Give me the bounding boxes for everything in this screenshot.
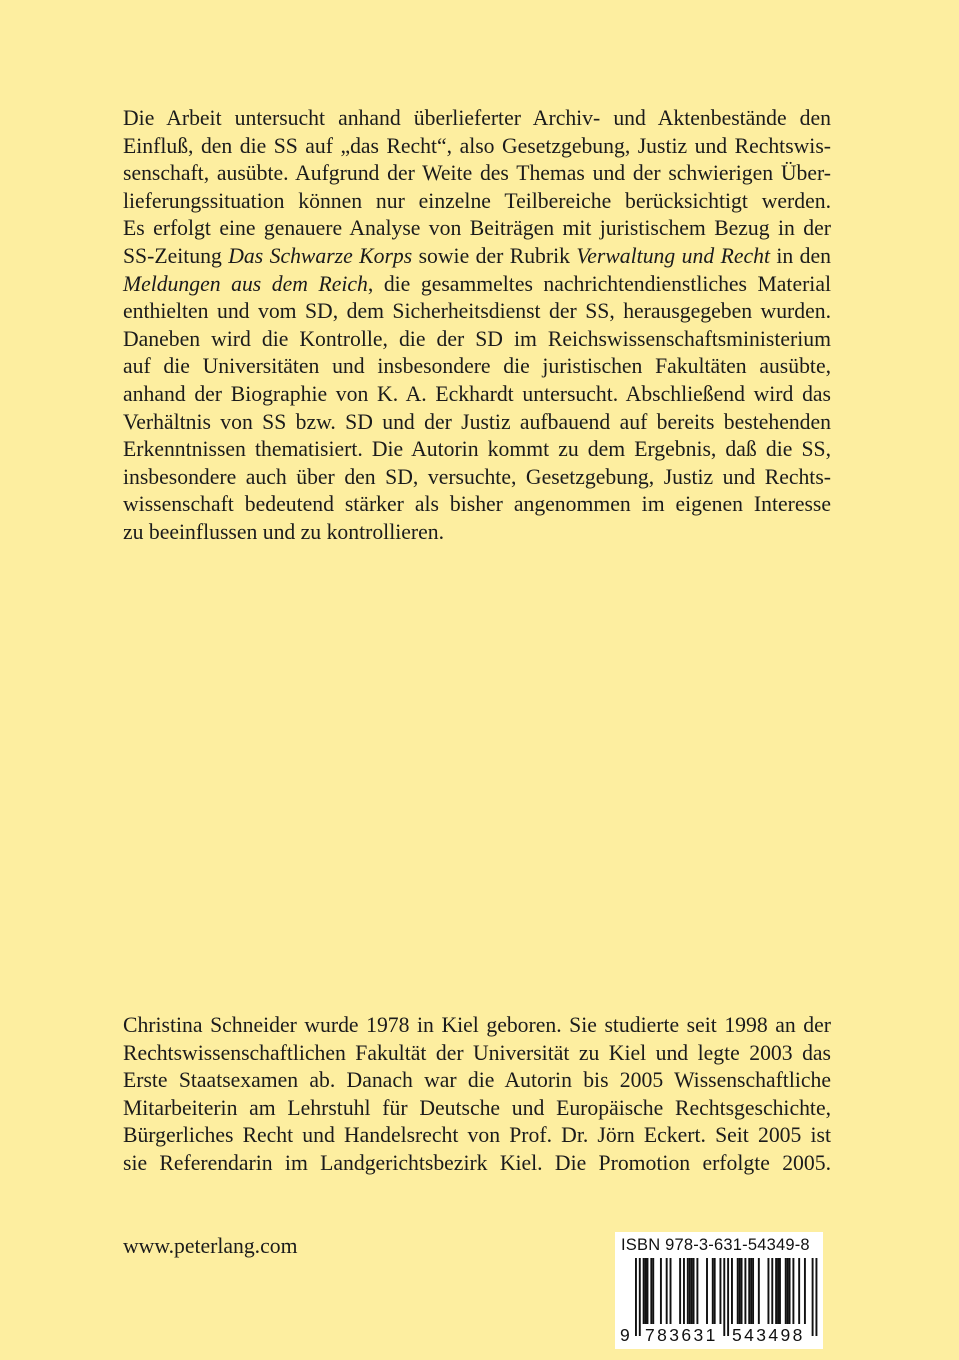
barcode-bar: [660, 1258, 662, 1324]
blurb-italic-title: Das Schwarze Korps: [228, 243, 413, 268]
barcode-bar: [652, 1258, 654, 1324]
barcode-guard-bar: [723, 1258, 725, 1336]
ean-first-digit: 9: [620, 1325, 633, 1345]
blurb-italic-title: Meldungen aus dem Reich: [123, 271, 368, 296]
barcode-bar: [744, 1258, 746, 1324]
blurb-line: [123, 133, 831, 161]
barcode-bar: [792, 1258, 794, 1324]
blurb-text-run: auf die Universitäten und insbesondere die juristischen Fakultäten ausübte,: [123, 354, 831, 379]
barcode-bar: [647, 1258, 649, 1324]
ean-left-digits: 783631: [645, 1325, 718, 1345]
isbn-barcode-label: [615, 1232, 823, 1349]
barcode-bar: [712, 1258, 714, 1324]
blurb-text-run: SS-Zeitung: [123, 243, 229, 268]
blurb-line: [123, 519, 831, 547]
blurb-line: [123, 491, 831, 519]
barcode-bar: [779, 1258, 781, 1324]
blurb-text-run: enthielten und vom SD, dem Sicherheitsdienst der SS, herausgegeben wurden.: [123, 299, 831, 324]
blurb-line: [123, 271, 831, 299]
barcode-bar: [643, 1258, 645, 1324]
barcode-bar: [752, 1258, 754, 1324]
blurb-line: [123, 409, 831, 437]
barcode-bar: [748, 1258, 750, 1324]
barcode-bar: [670, 1258, 672, 1324]
barcode-bar: [645, 1258, 647, 1324]
barcode-bar: [691, 1258, 693, 1324]
blurb-line: [123, 105, 831, 133]
blurb-text-run: zu beeinflussen und zu kontrollieren.: [123, 519, 445, 544]
blurb-text-run: in den: [769, 243, 831, 268]
barcode-bar: [706, 1258, 708, 1324]
barcode-bar: [689, 1258, 691, 1324]
blurb-text-run: senschaft, ausübte. Aufgrund der Weite des Themas und der schwierigen Über-: [123, 161, 831, 186]
barcode-bar: [731, 1258, 733, 1324]
blurb-line: [123, 243, 831, 271]
barcode-bar: [693, 1258, 695, 1324]
barcode-bar: [775, 1258, 777, 1324]
barcode-bar: [696, 1258, 698, 1324]
blurb-line: [123, 381, 831, 409]
publisher-website[interactable]: www.peterlang.com: [123, 1234, 298, 1258]
barcode-bar: [683, 1258, 685, 1324]
author-bio: [123, 1012, 831, 1178]
bio-line: Erste Staatsexamen ab. Danach war die Autorin bis 2005 Wissenschaftliche: [123, 1068, 831, 1093]
blurb-text-run: Die Arbeit untersucht anhand überlieferter Archiv- und Aktenbestände den: [123, 106, 831, 130]
barcode-bar: [739, 1258, 741, 1324]
barcode-bar: [737, 1258, 739, 1324]
blurb-text-run: , die gesammeltes nachrichtendienstliches Material: [367, 271, 831, 296]
bio-line: sie Referendarin im Landgerichtsbezirk Kiel. Die Promotion erfolgte 2005.: [123, 1150, 831, 1175]
barcode-bar: [741, 1258, 743, 1324]
blurb-text-run: sowie der Rubrik: [412, 243, 577, 268]
barcode-bar: [804, 1258, 806, 1324]
blurb-text-run: Erkenntnissen thematisiert. Die Autorin kommt zu dem Ergebnis, daß die SS,: [123, 437, 831, 462]
blurb-line: [123, 215, 831, 243]
barcode-bar: [719, 1258, 721, 1324]
barcode-bar: [767, 1258, 769, 1324]
barcode-bar: [750, 1258, 752, 1324]
blurb-text-run: Daneben wird die Kontrolle, die der SD im Reichswissenschaftsministerium: [123, 326, 831, 351]
barcode-bar: [679, 1258, 681, 1324]
blurb-text-run: Verhältnis von SS bzw. SD und der Justiz aufbauend auf bereits bestehenden: [123, 409, 831, 434]
bio-line: Mitarbeiterin am Lehrstuhl für Deutsche und Europäische Rechtsgeschichte,: [123, 1095, 831, 1120]
bio-line: Rechtswissenschaftlichen Fakultät der Universität zu Kiel und legte 2003 das: [123, 1040, 831, 1065]
barcode-bar: [785, 1258, 787, 1324]
barcode-guard-bar: [815, 1258, 817, 1336]
barcode-bar: [758, 1258, 760, 1324]
blurb-text-run: lieferungssituation können nur einzelne Teilbereiche berücksichtigt werden.: [123, 188, 831, 213]
barcode-bar: [650, 1258, 652, 1324]
barcode-bar: [687, 1258, 689, 1324]
blurb-line: [123, 298, 831, 326]
barcode-bar: [771, 1258, 773, 1324]
barcode-guard-bar: [812, 1258, 814, 1336]
blurb-line: [123, 188, 831, 216]
blurb-line: [123, 160, 831, 188]
blurb-text-run: wissenschaft bedeutend stärker als bisher angenommen im eigenen Interesse: [123, 492, 831, 517]
barcode-guard-bar: [727, 1258, 729, 1336]
blurb-text-run: Einfluß, den die SS auf „das Recht“, also Gesetzgebung, Justiz und Rechtswis-: [123, 133, 831, 158]
blurb-line: [123, 326, 831, 354]
blurb-line: [123, 436, 831, 464]
blurb-text-run: anhand der Biographie von K. A. Eckhardt untersucht. Abschließend wird das: [123, 381, 831, 406]
barcode-bar: [787, 1258, 789, 1324]
barcode-bar: [777, 1258, 779, 1324]
blurb-italic-title: Verwaltung und Recht: [576, 243, 770, 268]
ean-right-digits: 543498: [732, 1325, 805, 1345]
blurb-text-run: Es erfolgt eine genauere Analyse von Beiträgen mit juristischem Bezug in der: [123, 216, 831, 241]
blurb-line: [123, 353, 831, 381]
blurb-text-run: insbesondere auch über den SD, versuchte, Gesetzgebung, Justiz und Rechts-: [123, 464, 831, 489]
blurb-text: [123, 105, 831, 547]
blurb-line: [123, 464, 831, 492]
bio-line: Christina Schneider wurde 1978 in Kiel geboren. Sie studierte seit 1998 an der: [123, 1013, 831, 1037]
barcode-bar: [798, 1258, 800, 1324]
barcode-bar: [666, 1258, 668, 1324]
barcode-guard-bar: [635, 1258, 637, 1336]
isbn-number: ISBN 978-3-631-54349-8: [621, 1236, 810, 1254]
barcode-guard-bar: [639, 1258, 641, 1336]
barcode-bar: [714, 1258, 716, 1324]
barcode-bar: [789, 1258, 791, 1324]
bio-line: Bürgerliches Recht und Handelsrecht von Prof. Dr. Jörn Eckert. Seit 2005 ist: [123, 1123, 831, 1148]
